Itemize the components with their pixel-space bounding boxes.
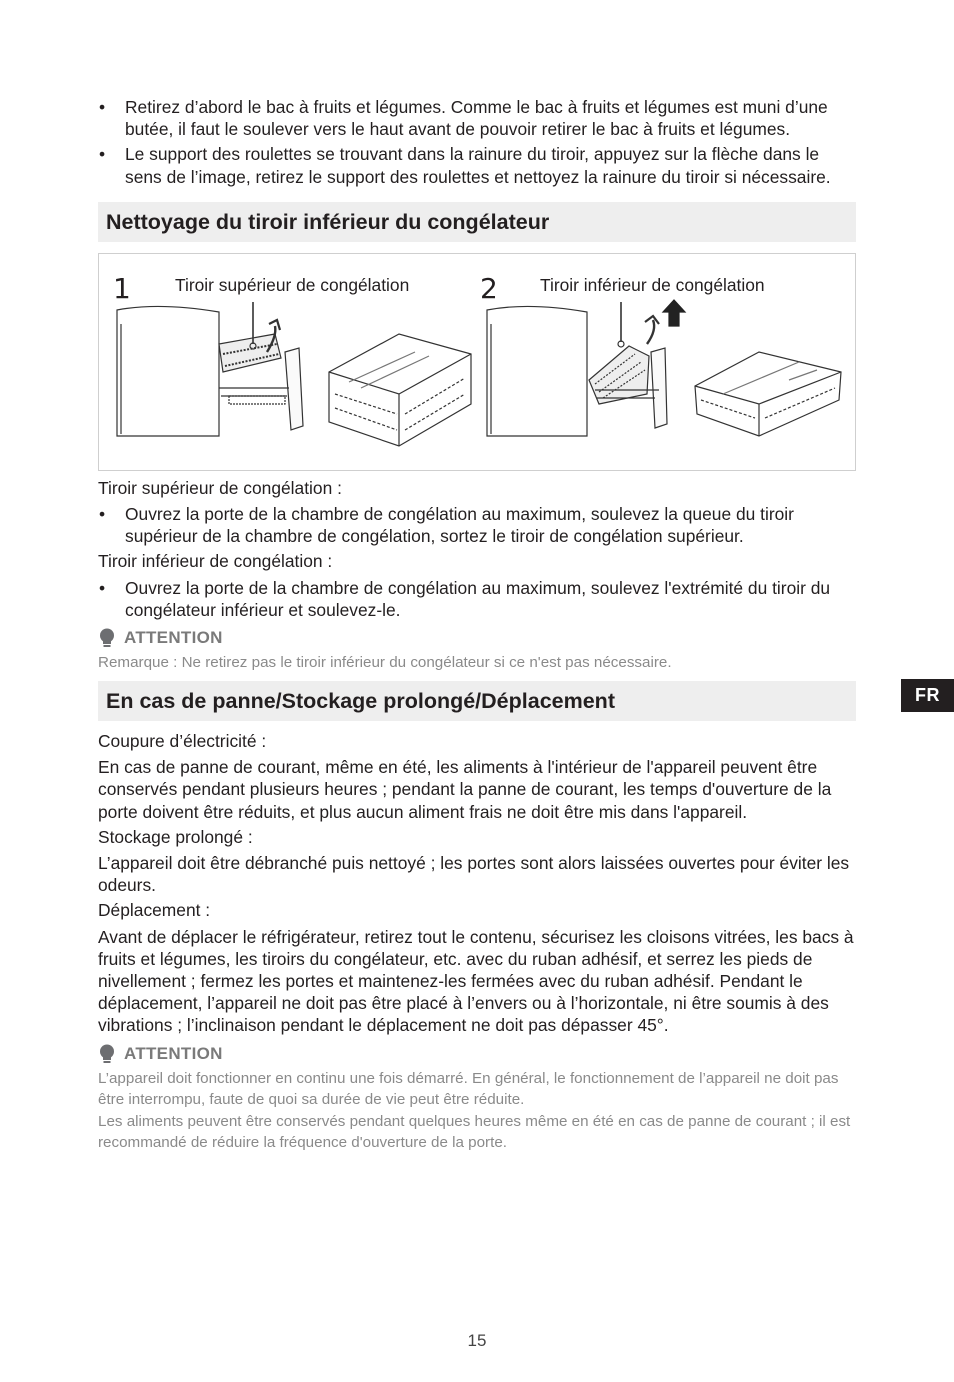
storage-text: L’appareil doit être débranché puis nettoyé ; les portes sont alors laissées ouvertes pour éviter les odeurs. — [98, 853, 850, 896]
moving-text: Avant de déplacer le réfrigérateur, retirez tout le contenu, sécurisez les cloisons vitrées, les bacs à fruits et légumes, les tiroirs du congélateur, etc. avec du ruban adhésif, et serrez les pieds de nivellement ; fermez les portes et maintenez-les fermées avec du ruban adhésif. Pendant le déplacement, l’appareil ne doit pas être placé à l’envers ou à l’horizontale, ni être soumis à des vibrations ; l’inclinaison pendant le déplacement ne doit pas dépasser 45°. — [98, 926, 854, 1036]
lightbulb-icon — [98, 1044, 116, 1064]
drawer-removal-figure — [98, 253, 856, 471]
page-content — [98, 96, 856, 1153]
step-caption-2: Tiroir inférieur de congélation — [540, 274, 765, 295]
page-number: 15 — [467, 1331, 487, 1350]
attention-heading — [98, 627, 856, 649]
bullet-text: Le support des roulettes se trouvant dans la rainure du tiroir, appuyez sur la flèche dans le sens de l’image, retirez le support des roulettes et nettoyez la rainure du tiroir si nécessaire. — [125, 144, 831, 187]
power-outage-text: En cas de panne de courant, même en été, les aliments à l'intérieur de l'appareil peuvent être conservés pendant plusieurs heures ; pendant la panne de courant, les temps d'ouverture de la porte doivent être réduits, et plus aucun aliment frais ne doit être mis dans l'appareil. — [98, 757, 832, 822]
intro-bullet-list — [98, 96, 856, 188]
section-title-cleaning: Nettoyage du tiroir inférieur du congélateur — [98, 202, 856, 242]
list-item: • Retirez d’abord le bac à fruits et légumes. Comme le bac à fruits et légumes est muni d’une butée, il faut le soulever vers le haut avant de pouvoir retirer le bac à fruits et légumes. — [99, 97, 828, 140]
power-outage-label: Coupure d’électricité : — [98, 731, 267, 752]
section-title-outage: En cas de panne/Stockage prolongé/Déplacement — [98, 681, 856, 721]
lower-drawer-label: Tiroir inférieur de congélation : — [98, 551, 333, 572]
lower-drawer-steps — [98, 577, 856, 621]
language-tab: FR — [901, 679, 954, 712]
list-item: • Le support des roulettes se trouvant dans la rainure du tiroir, appuyez sur la flèche dans le sens de l’image, retirez le support des roulettes et nettoyez la rainure du tiroir si nécessaire. — [99, 144, 831, 187]
attention-label: ATTENTION — [124, 628, 223, 648]
drawer-illustration — [99, 254, 855, 470]
step-number-2: 2 — [480, 271, 498, 305]
attention-label: ATTENTION — [124, 1043, 223, 1063]
upper-drawer-steps — [98, 503, 856, 547]
step-caption-1: Tiroir supérieur de congélation — [175, 274, 410, 295]
upper-drawer-label: Tiroir supérieur de congélation : — [98, 477, 342, 498]
attention-heading — [98, 1043, 856, 1065]
step1-drawing — [117, 302, 471, 446]
attention-note: Remarque : Ne retirez pas le tiroir inférieur du congélateur si ce n'est pas nécessaire. — [98, 654, 672, 672]
step2-drawing — [487, 300, 841, 436]
moving-label: Déplacement : — [98, 900, 211, 921]
bullet-text: Retirez d’abord le bac à fruits et légumes. Comme le bac à fruits et légumes est muni d’une butée, il faut le soulever vers le haut avant de pouvoir retirer le bac à fruits et légumes. — [125, 97, 828, 140]
bullet-text: Ouvrez la porte de la chambre de congélation au maximum, soulevez l'extrémité du tiroir du congélateur inférieur et soulevez-le. — [125, 577, 831, 620]
lightbulb-icon — [98, 628, 116, 648]
attention-note: Les aliments peuvent être conservés pendant quelques heures même en été en cas de panne de courant ; il est recommandé de réduire la fréquence d'ouverture de la porte. — [98, 1112, 851, 1151]
storage-label: Stockage prolongé : — [98, 826, 253, 847]
list-item: • Ouvrez la porte de la chambre de congélation au maximum, soulevez l'extrémité du tiroir du congélateur inférieur et soulevez-le. — [99, 577, 831, 620]
list-item: • Ouvrez la porte de la chambre de congélation au maximum, soulevez la queue du tiroir supérieur de la chambre de congélation, sortez le tiroir de congélation supérieur. — [99, 504, 794, 547]
step-number-1: 1 — [113, 271, 131, 305]
attention-note: L’appareil doit fonctionner en continu une fois démarré. En général, le fonctionnement de l’appareil ne doit pas être interrompu, faute de quoi sa durée de vie peut être réduite. — [98, 1069, 839, 1108]
bullet-text: Ouvrez la porte de la chambre de congélation au maximum, soulevez la queue du tiroir supérieur de la chambre de congélation, sortez le tiroir de congélation supérieur. — [125, 504, 794, 547]
